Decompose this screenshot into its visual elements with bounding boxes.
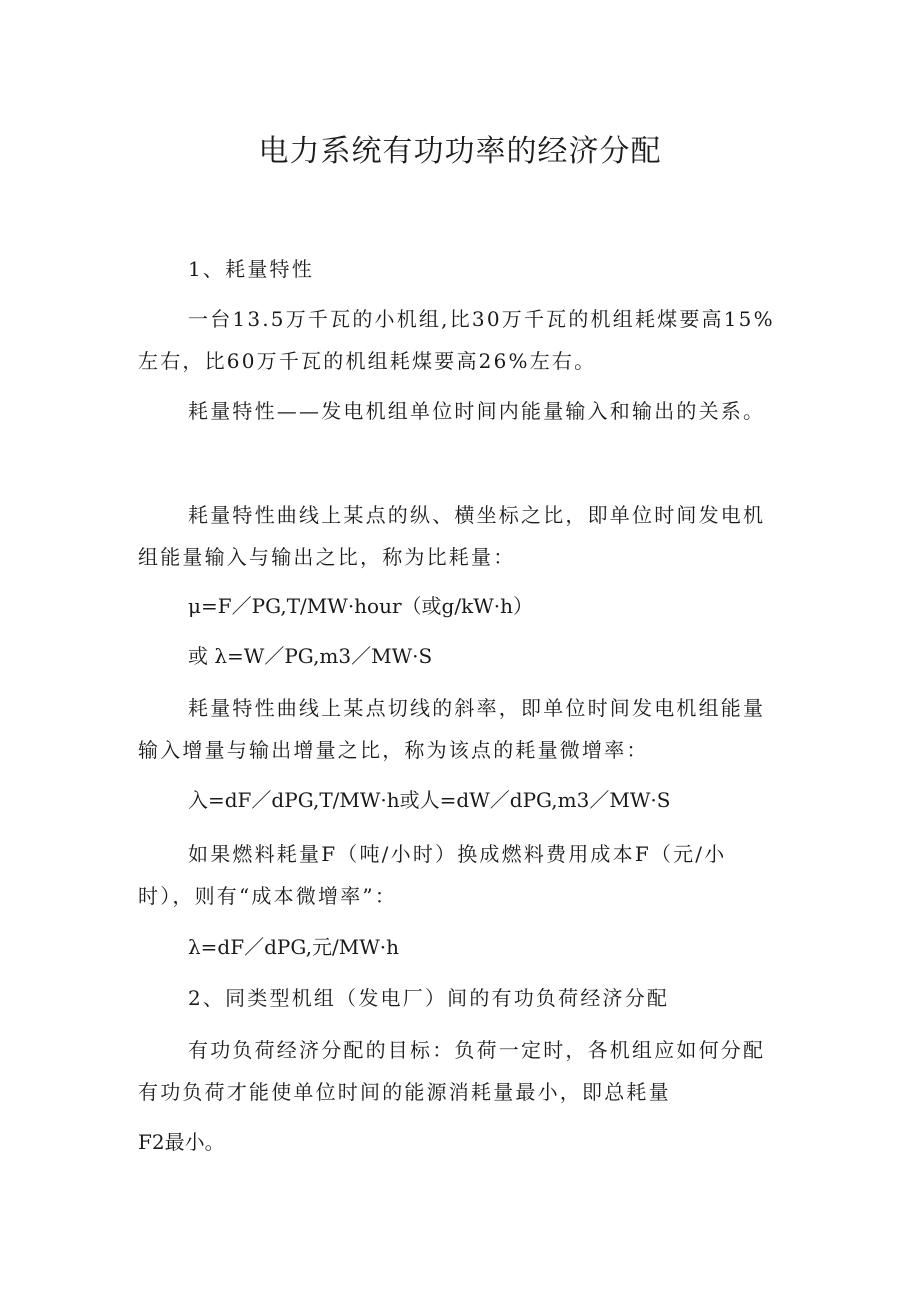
paragraph-line: 有功负荷才能使单位时间的能源消耗量最小，即总耗量 (138, 1080, 671, 1104)
paragraph-line: F2最小。 (138, 1130, 225, 1154)
paragraph-line: 左右，比60万千瓦的机组耗煤要高26%左右。 (138, 349, 597, 373)
paragraph-line: 耗量特性——发电机组单位时间内能量输入和输出的关系。 (188, 399, 766, 423)
paragraph-line: 时），则有“成本微增率”： (138, 884, 398, 908)
paragraph-line: 一台13.5万千瓦的小机组,比30万千瓦的机组耗煤要高15% (188, 307, 775, 331)
formula-line: 或 λ=W／PG,m3／MW·S (188, 644, 433, 668)
paragraph-line: 如果燃料耗量F（吨/小时）换成燃料费用成本F（元/小 (188, 842, 727, 866)
paragraph-line: 输入增量与输出增量之比，称为该点的耗量微增率： (138, 738, 649, 762)
paragraph-line: 有功负荷经济分配的目标：负荷一定时，各机组应如何分配 (188, 1038, 766, 1062)
formula-line: λ=dF／dPG,元/MW·h (188, 935, 400, 959)
section-heading-consumption-characteristic: 1、耗量特性 (188, 257, 314, 281)
paragraph-line: 耗量特性曲线上某点的纵、横坐标之比，即单位时间发电机 (188, 503, 766, 527)
paragraph-line: 组能量输入与输出之比，称为比耗量： (138, 545, 516, 569)
page-title: 电力系统有功功率的经济分配 (258, 134, 662, 169)
paragraph-line: 耗量特性曲线上某点切线的斜率，即单位时间发电机组能量 (188, 696, 766, 720)
formula-line: μ=F／PG,T/MW·hour（或g/kW·h） (188, 594, 533, 618)
section-heading-economic-dispatch: 2、同类型机组（发电厂）间的有功负荷经济分配 (188, 986, 670, 1010)
formula-line: 入=dF／dPG,T/MW·h或人=dW／dPG,m3／MW·S (188, 788, 671, 812)
